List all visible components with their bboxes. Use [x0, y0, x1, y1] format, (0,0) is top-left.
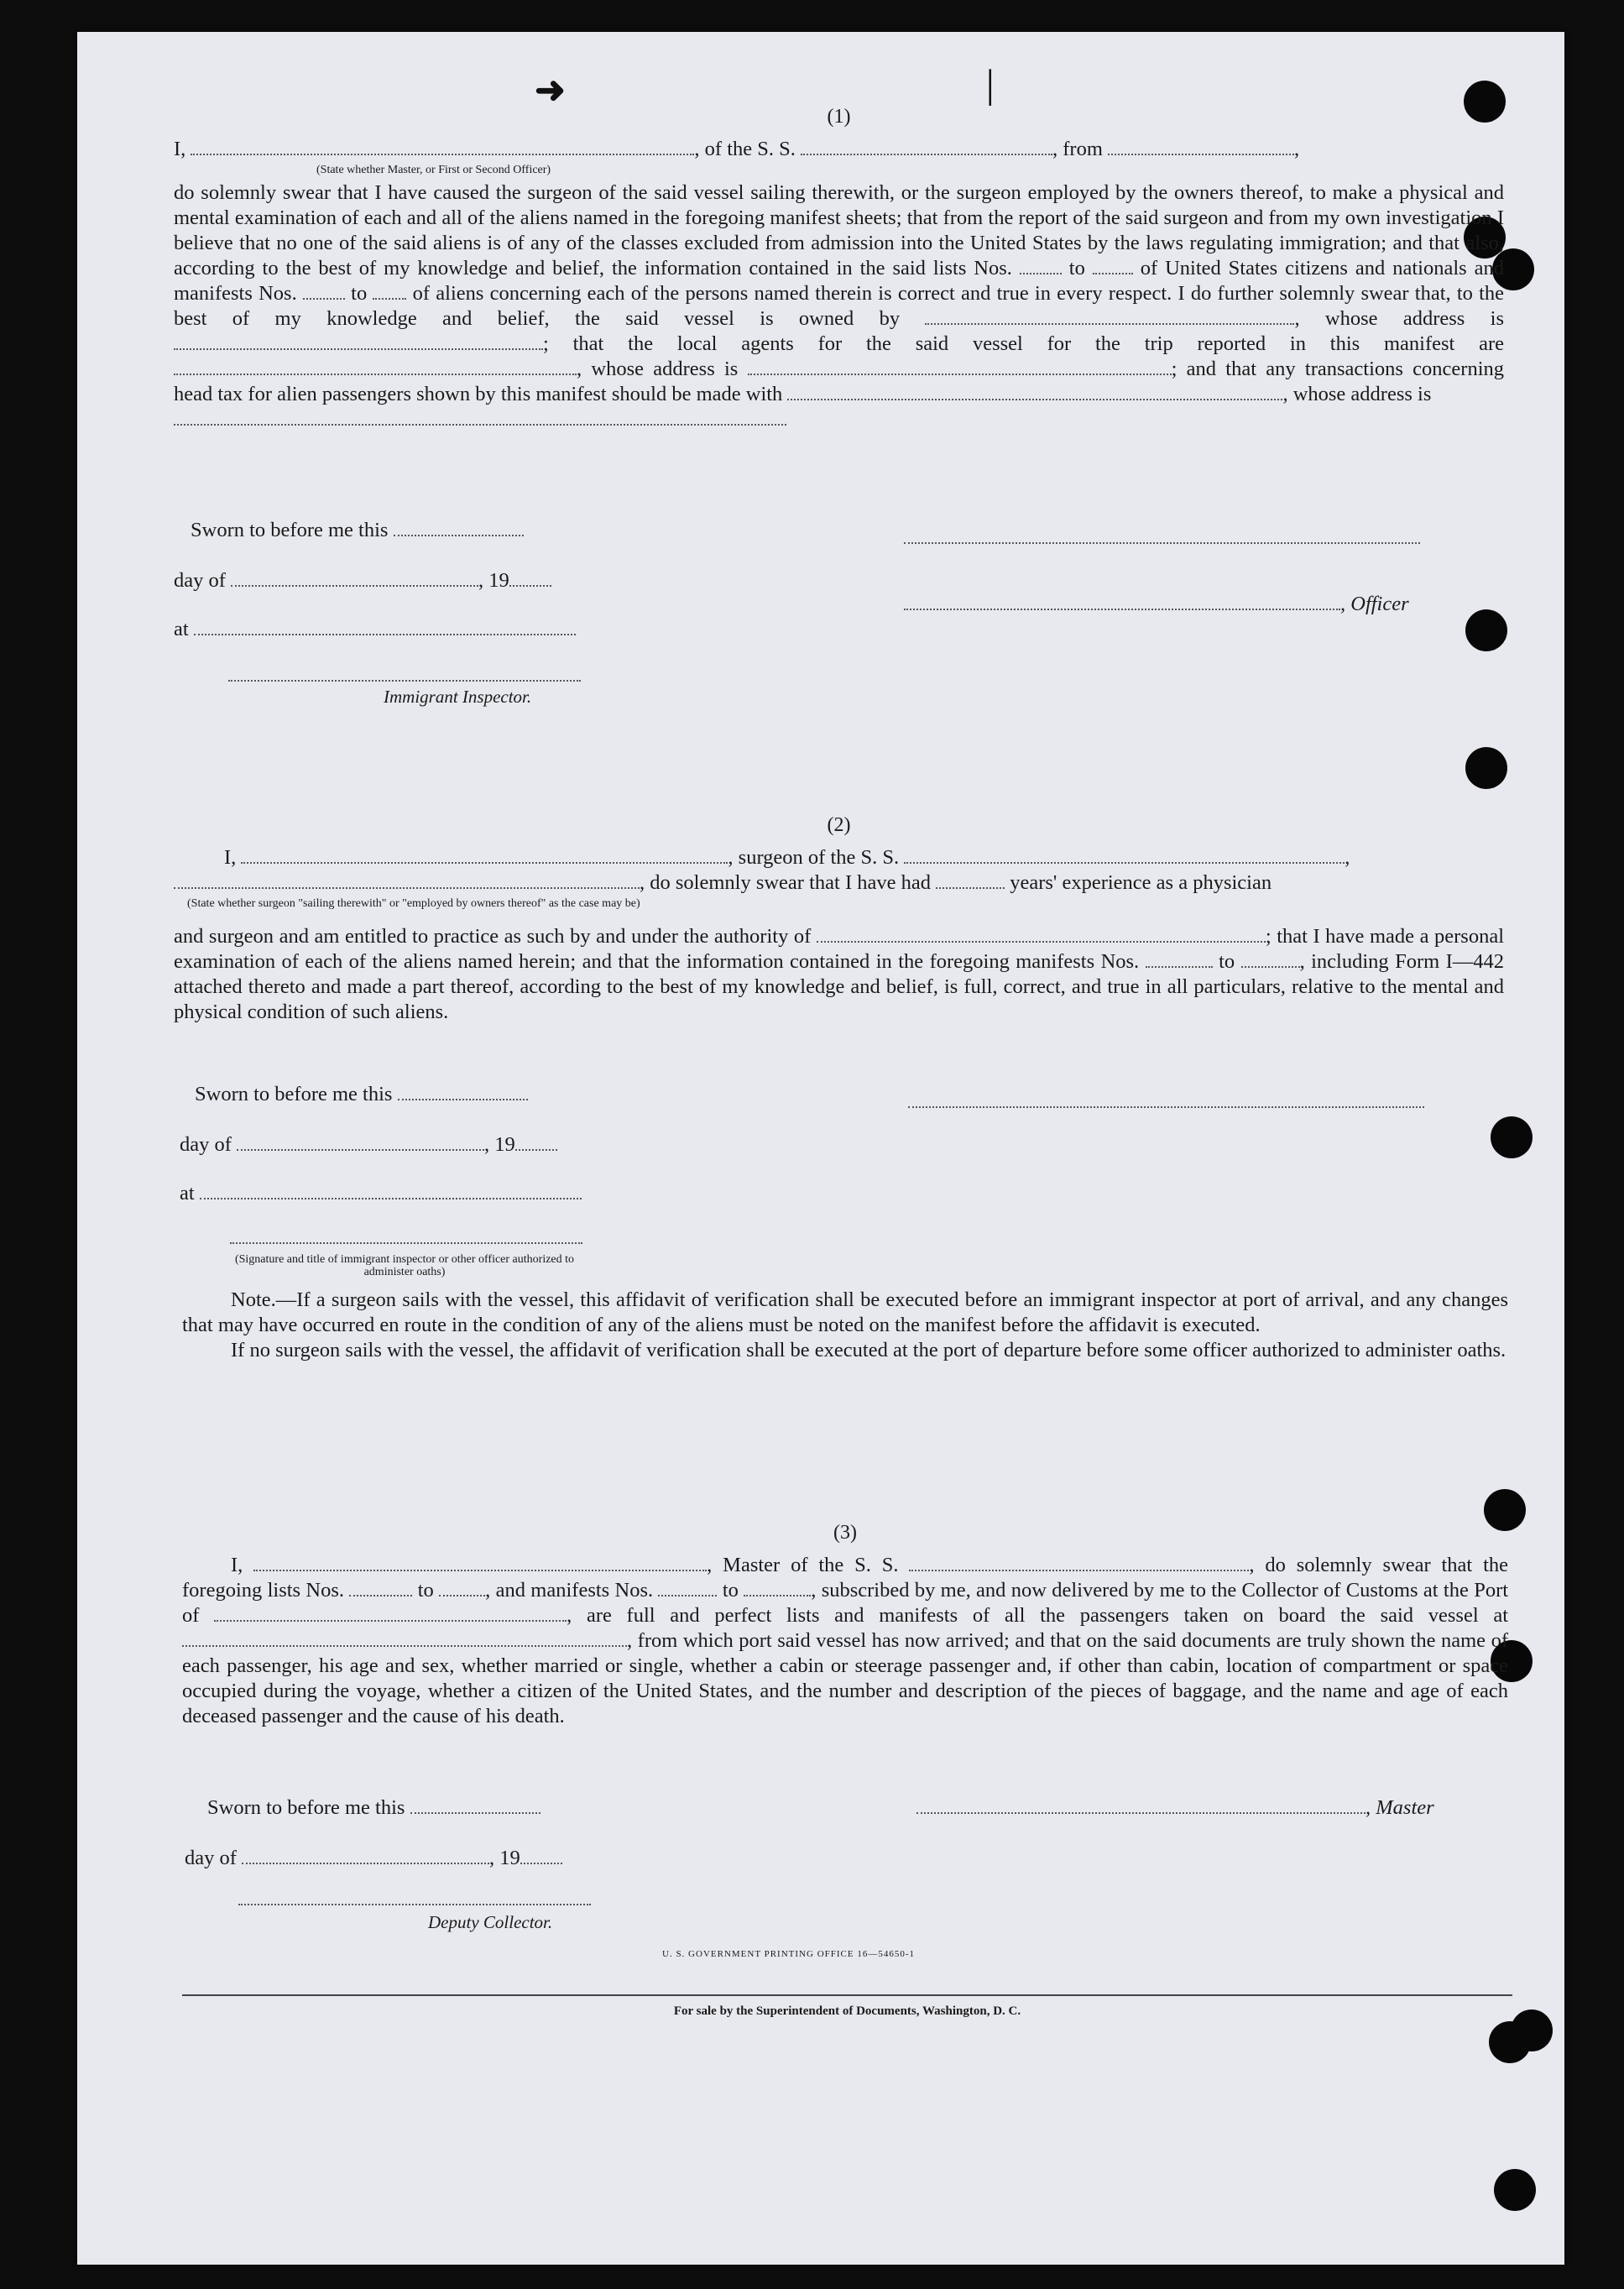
surgeon-vessel-field [904, 847, 1345, 864]
s1-master-signature-line [904, 542, 1420, 544]
agents-field [174, 358, 577, 375]
lists-to-field [1093, 258, 1133, 274]
punct: , [577, 358, 582, 380]
sworn-date-field [398, 1084, 528, 1100]
day-of-label: day of [185, 1847, 237, 1869]
master-name-field [253, 1555, 707, 1571]
year-field [515, 1134, 557, 1151]
punct: ; [1265, 925, 1272, 948]
do-solemnly-label: , do solemnly [1249, 1554, 1372, 1576]
from-label: , from [1052, 138, 1103, 160]
manifest-from-field [303, 283, 345, 300]
binder-hole [1491, 1116, 1533, 1158]
officer-label: , Officer [1340, 593, 1409, 615]
subscribed-text: , subscribed by me, and now delivered by me to the Collector of Customs at the Port of [182, 1579, 1509, 1627]
pronoun: I, [231, 1554, 243, 1576]
binder-hole [1465, 747, 1507, 789]
oath-text-c: , including Form I—442 attached thereto and made a part thereof, according to the best of my knowledge and belief, is full, correct, and true in all particulars, relative to the mental and physical condition of such aliens. [174, 950, 1505, 1023]
to-word: to [1219, 950, 1235, 973]
surgeon-experience-line [174, 870, 1504, 896]
note-paragraph-2: If no surgeon sails with the vessel, the affidavit of verification shall be executed at the port of departure before some officer authorized to administer oaths. [231, 1339, 1507, 1361]
affidavit-collector-section [182, 1522, 1508, 1729]
month-field [237, 1134, 484, 1151]
s1-day-row [174, 569, 551, 593]
year-field [509, 570, 551, 587]
binder-hole [1465, 609, 1507, 651]
month-field [242, 1847, 489, 1864]
oath-text-e: whose address is [591, 358, 739, 380]
oath-text-g: , whose address is [1282, 383, 1432, 405]
owner-address-field [174, 333, 543, 350]
oath-text-a: and surgeon and am entitled to practice as such by and under the authority of [174, 925, 812, 948]
to-word: to [1068, 257, 1085, 280]
surgeon-note [182, 1288, 1508, 1363]
s2-day-row [180, 1133, 557, 1157]
manifest-to-field [1241, 951, 1300, 968]
to-word: to [351, 282, 368, 305]
at-label: at [180, 1182, 195, 1205]
master-oath-text [174, 180, 1504, 407]
owner-field [925, 308, 1294, 325]
pronoun: I, [174, 138, 186, 160]
boarding-port-field [182, 1630, 627, 1647]
whose-address-label: , whose address is [1294, 307, 1504, 330]
s2-surgeon-signature-line [908, 1106, 1424, 1108]
officer-rank-caption: (State whether Master, or First or Second Officer) [316, 164, 551, 176]
month-field [231, 570, 478, 587]
year-prefix: , 19 [484, 1133, 515, 1156]
vessel-name-field [909, 1555, 1249, 1571]
master-of-label: , Master of the S. S. [707, 1554, 899, 1576]
year-field [520, 1847, 562, 1864]
day-of-label: day of [180, 1133, 232, 1156]
departure-port-field [1108, 138, 1294, 155]
s2-inspector-signature-line [230, 1242, 582, 1244]
manifests-label: , and manifests Nos. [485, 1579, 654, 1602]
s1-sworn-row [191, 519, 524, 542]
footer-rule [182, 1994, 1512, 1996]
binder-hole [1494, 2169, 1536, 2211]
place-field [200, 1183, 582, 1199]
s2-sworn-row [195, 1083, 528, 1106]
lists-from-field [349, 1580, 412, 1597]
vessel-name-field [801, 138, 1052, 155]
to-word: to [417, 1579, 434, 1602]
oath-text-f: ; and that any transactions concerning head tax for alien passengers shown by this manifest should be made with [174, 358, 1505, 405]
years-label: years' experience as a physician [1010, 871, 1272, 894]
master-name-field [191, 138, 694, 155]
surgeon-capacity-caption: (State whether surgeon "sailing therewith" or "employed by owners thereof" as the case may be) [187, 897, 640, 910]
section-number: (3) [833, 1522, 857, 1544]
deputy-collector-label: Deputy Collector. [428, 1912, 553, 1932]
oath-text-c: of aliens concerning each of the persons named therein is correct and true in every respect. I do further solemnly swear that, to the best of my knowledge and belief, the said vessel is owned by [174, 282, 1505, 330]
s1-officer-row [904, 593, 1409, 616]
lists-from-field [1020, 258, 1062, 274]
sworn-date-field [410, 1797, 540, 1814]
oath-text-a: do solemnly swear that I have caused the surgeon of the said vessel sailing therewith, or the surgeon employed by the owners thereof, to make a physical and mental examination of each and all of the aliens named in the foregoing manifest sheets; that from the report of the said surgeon and from my own investigation I believe that no one of the said aliens is of any of the classes excluded from admission into the United States by the laws regulating immigration; and that also, according to the best of my knowledge and belief, the information contained in the said lists Nos. [174, 181, 1504, 280]
sworn-label: Sworn to before me this [195, 1083, 393, 1105]
manifest-from-field [1146, 951, 1213, 968]
s3-deputy-signature-line [238, 1904, 591, 1905]
sworn-date-field [394, 520, 524, 536]
section-number: (1) [827, 106, 851, 128]
swear-had-label: , do solemnly swear that I have had [640, 871, 931, 894]
section-number: (2) [827, 814, 851, 836]
at-label: at [174, 618, 189, 640]
s2-at-row [180, 1182, 582, 1205]
customs-port-field [214, 1605, 567, 1622]
s1-inspector-signature-line [228, 680, 581, 682]
s1-at-row [174, 618, 576, 641]
punct: , [1345, 846, 1350, 869]
master-name-line: I, , of the S. S. , from , [174, 138, 1300, 160]
immigrant-inspector-label: Immigrant Inspector. [384, 687, 532, 707]
surgeon-of-label: , surgeon of the S. S. [728, 846, 900, 869]
of-the-ss: , of the S. S. [694, 138, 796, 160]
manifest-to-field [744, 1580, 811, 1597]
ink-mark: ➜ [535, 70, 566, 111]
sworn-label: Sworn to before me this [191, 519, 389, 541]
to-word: to [722, 1579, 739, 1602]
oath-text-a: swear that the foregoing lists Nos. [182, 1554, 1509, 1602]
surgeon-capacity-field [174, 872, 640, 889]
authority-field [817, 926, 1266, 943]
place-field [194, 619, 576, 635]
surgeon-oath-text [174, 924, 1504, 1025]
year-prefix: , 19 [478, 569, 509, 592]
year-prefix: , 19 [489, 1847, 520, 1869]
master-label: , Master [1366, 1796, 1434, 1819]
collector-oath-text [182, 1553, 1508, 1729]
binder-hole [1511, 2009, 1553, 2051]
years-field [936, 872, 1005, 889]
lists-to-field [439, 1580, 485, 1597]
form-page [77, 32, 1564, 2265]
oath-text-b: that I have made a personal examination of each of the aliens named herein; and that the information contained in the foregoing manifests Nos. [174, 925, 1504, 973]
full-lists-text: , are full and perfect lists and manifests of all the passengers taken on board the said vessel at [567, 1604, 1508, 1627]
officer-signature-field [904, 593, 1340, 610]
master-signature-field [916, 1797, 1366, 1814]
manifest-to-field [373, 283, 406, 300]
surgeon-name-field [241, 847, 728, 864]
printing-office-line: U. S. GOVERNMENT PRINTING OFFICE 16—54650-1 [662, 1949, 916, 1959]
signature-title-caption: (Signature and title of immigrant inspector or other officer authorized to administer oaths) [234, 1253, 575, 1278]
s3-day-row [185, 1847, 562, 1870]
s3-sworn-row [207, 1796, 540, 1820]
agents-address-field [748, 358, 1172, 375]
surgeon-name-line [174, 845, 1504, 870]
footer-sale-text: For sale by the Superintendent of Documents, Washington, D. C. [673, 2004, 1021, 2018]
manifest-from-field [658, 1580, 717, 1597]
oath-text-b: of United States citizens and nationals and manifests Nos. [174, 257, 1504, 305]
head-tax-address-field [174, 409, 786, 426]
head-tax-agent-field [787, 384, 1282, 400]
s3-master-row [916, 1796, 1434, 1820]
affidavit-surgeon-section [174, 814, 1504, 1025]
day-of-label: day of [174, 569, 226, 592]
note-paragraph-1: Note.—If a surgeon sails with the vessel, this affidavit of verification shall be executed before an immigrant inspector at port of arrival, and any changes that may have occurred en route in the condition of any of the aliens must be noted on the manifest before the affidavit is executed. [182, 1288, 1508, 1336]
affidavit-master-section [174, 106, 1504, 430]
sworn-label: Sworn to before me this [207, 1796, 405, 1819]
punct: ; [543, 332, 549, 355]
oath-text-d: that the local agents for the said vessel for the trip reported in this manifest are [572, 332, 1505, 355]
from-which-text: , from which port said vessel has now arrived; and that on the said documents are truly shown the name of each passenger, his age and sex, whether married or single, whether a cabin or steerage passenger and, if other than cabin, location of compartment or space occupied during the voyage, whether a citizen of the United States, and the number and description of the pieces of baggage, and the name and age of each deceased passenger and the cause of his death. [182, 1629, 1508, 1727]
ink-mark: │ [979, 70, 1001, 103]
pronoun: I, [224, 846, 237, 869]
